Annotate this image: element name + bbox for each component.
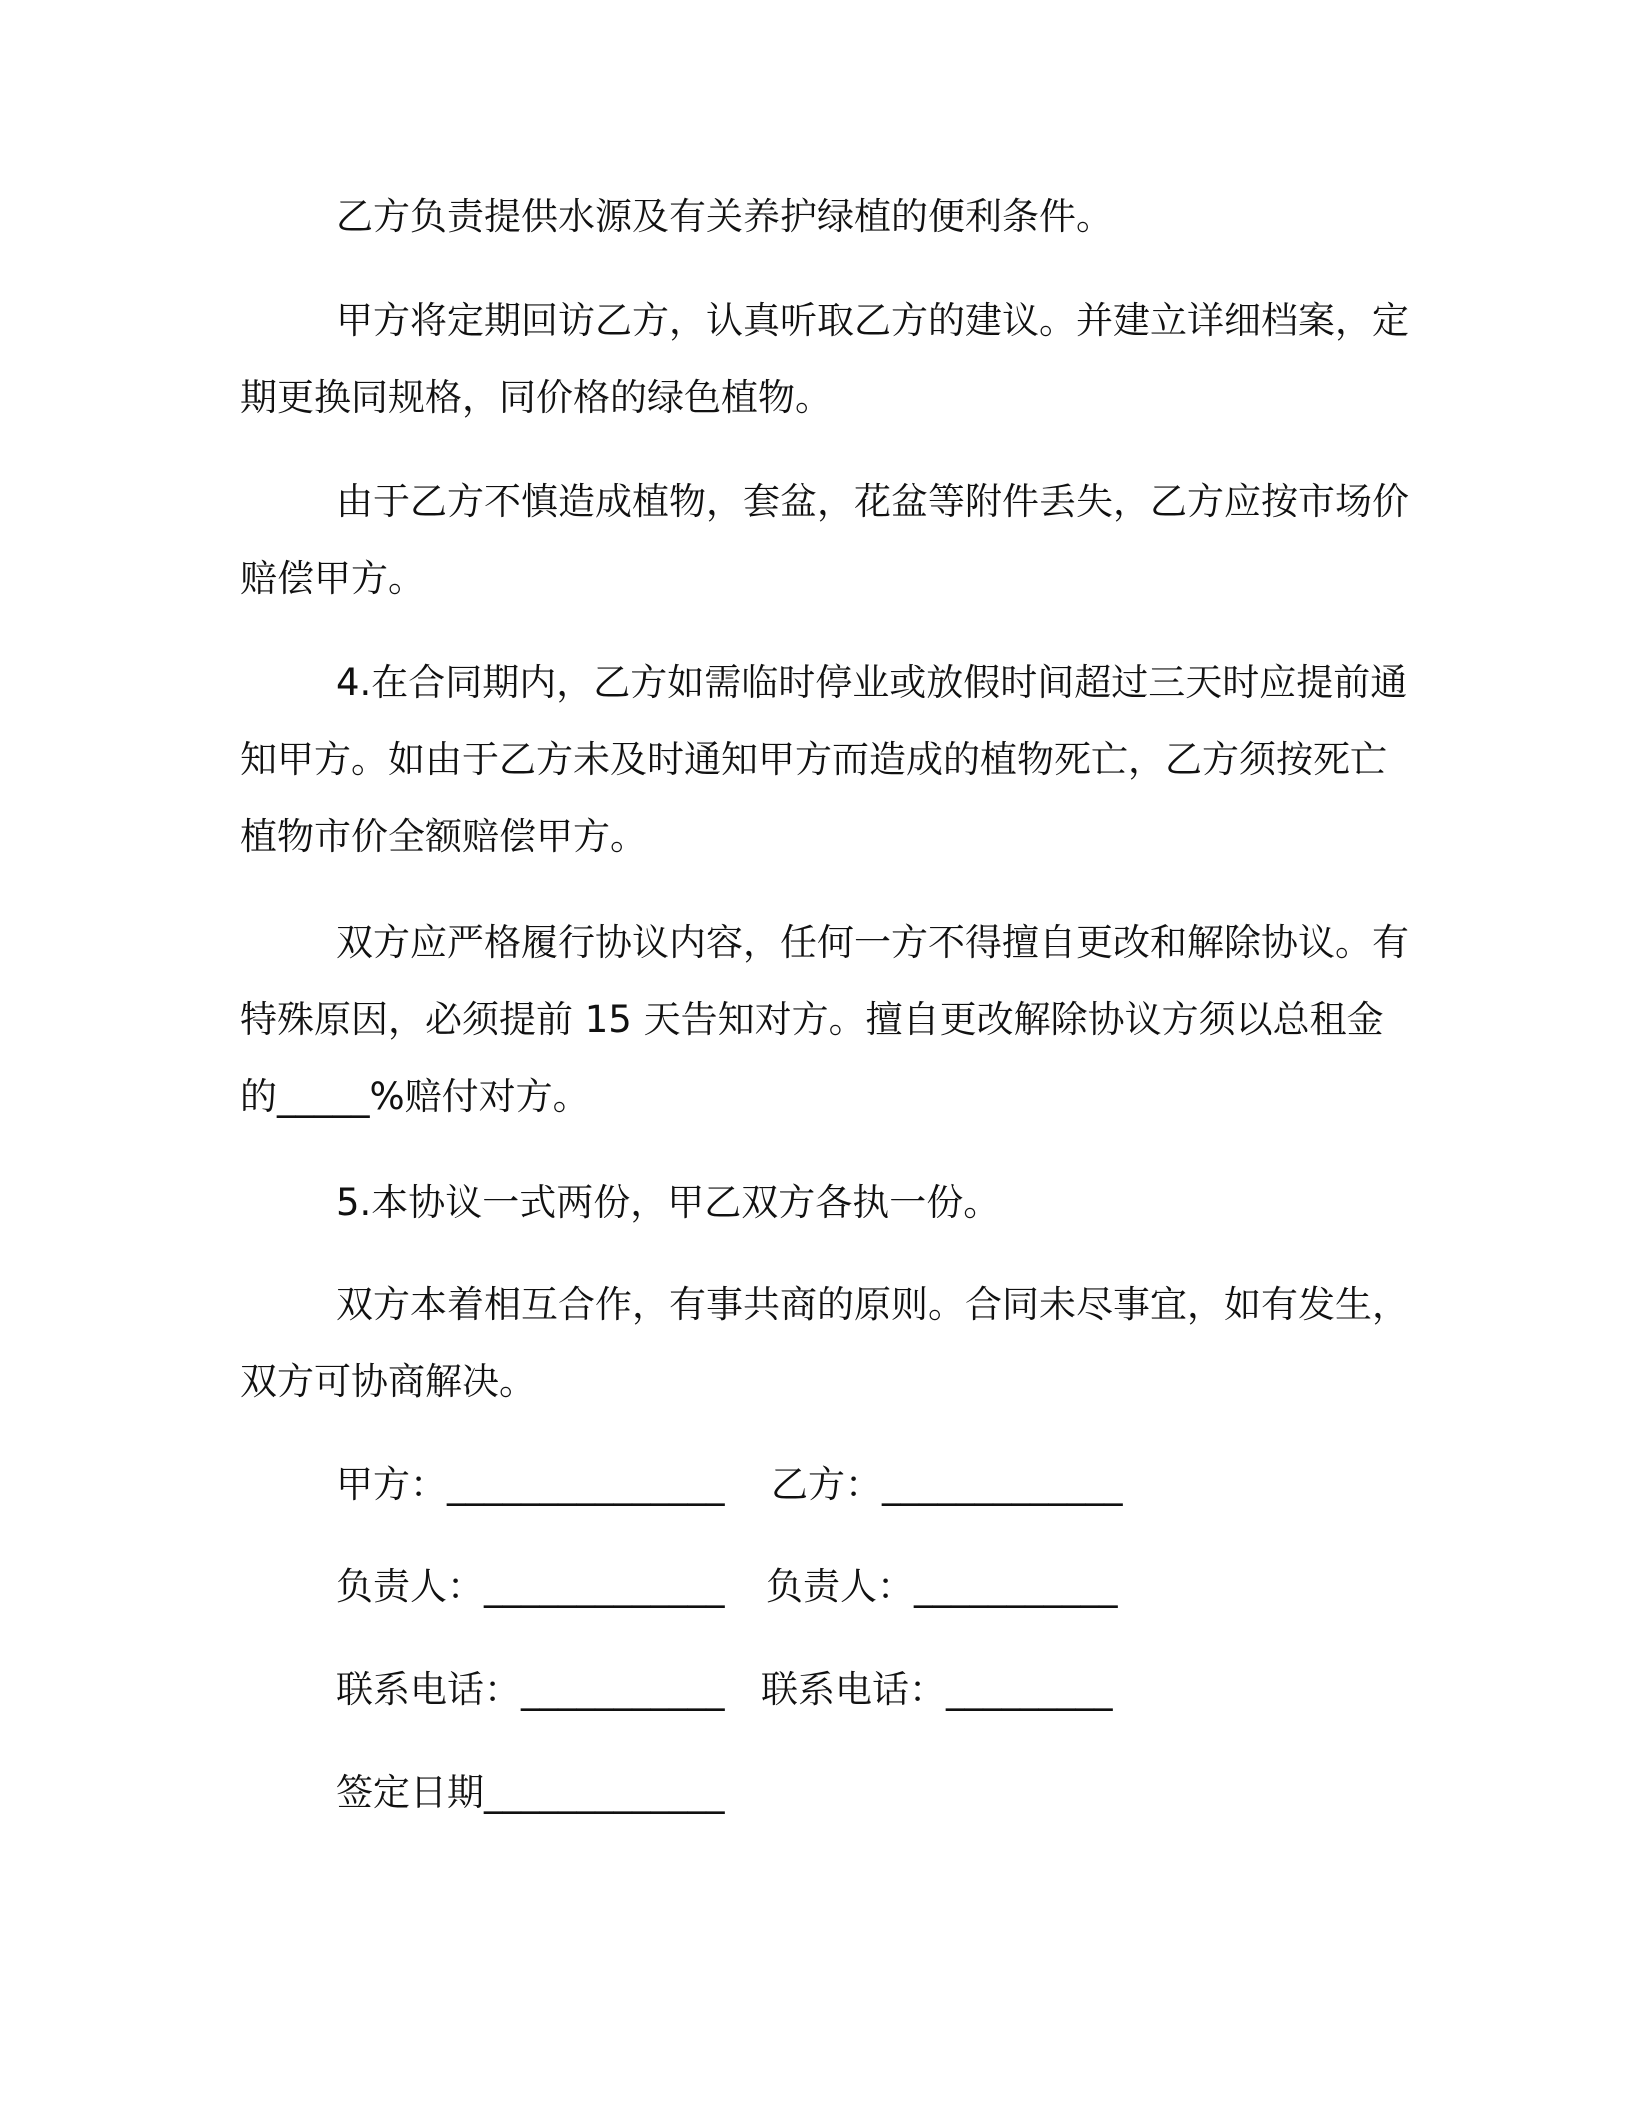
clause-water-supply: 乙方负责提供水源及有关养护绿植的便利条件。 (336, 195, 1113, 238)
responsible-person-a-field: 负责人：_____________ (336, 1565, 725, 1608)
clause-regular-visit: 甲方将定期回访乙方，认真听取乙方的建议。并建立详细档案，定期更换同规格，同价格的绿色植物。 (240, 299, 1409, 419)
clause-strict-performance: 双方应严格履行协议内容，任何一方不得擅自更改和解除协议。有特殊原因，必须提前 15 天告知对方。擅自更改解除协议方须以总租金的_____%赔付对方。 (240, 921, 1409, 1118)
phone-a-field: 联系电话：___________ (336, 1668, 725, 1711)
clause-4-suspension-notice: 4.在合同期内，乙方如需临时停业或放假时间超过三天时应提前通知甲方。如由于乙方未及时通知甲方而造成的植物死亡，乙方须按死亡植物市价全额赔偿甲方。 (240, 661, 1408, 858)
responsible-person-b-field: 负责人：___________ (766, 1565, 1118, 1608)
signing-date-field: 签定日期_____________ (336, 1771, 725, 1814)
clause-5-copies: 5.本协议一式两份，甲乙双方各执一份。 (336, 1181, 1001, 1224)
clause-negotiation: 双方本着相互合作，有事共商的原则。合同未尽事宜，如有发生，双方可协商解决。 (240, 1283, 1409, 1403)
party-a-field: 甲方：_______________ (336, 1463, 725, 1506)
clause-loss-compensation: 由于乙方不慎造成植物，套盆，花盆等附件丢失，乙方应按市场价赔偿甲方。 (240, 480, 1409, 600)
party-b-field: 乙方：_____________ (771, 1463, 1123, 1506)
phone-b-field: 联系电话：_________ (761, 1668, 1113, 1711)
